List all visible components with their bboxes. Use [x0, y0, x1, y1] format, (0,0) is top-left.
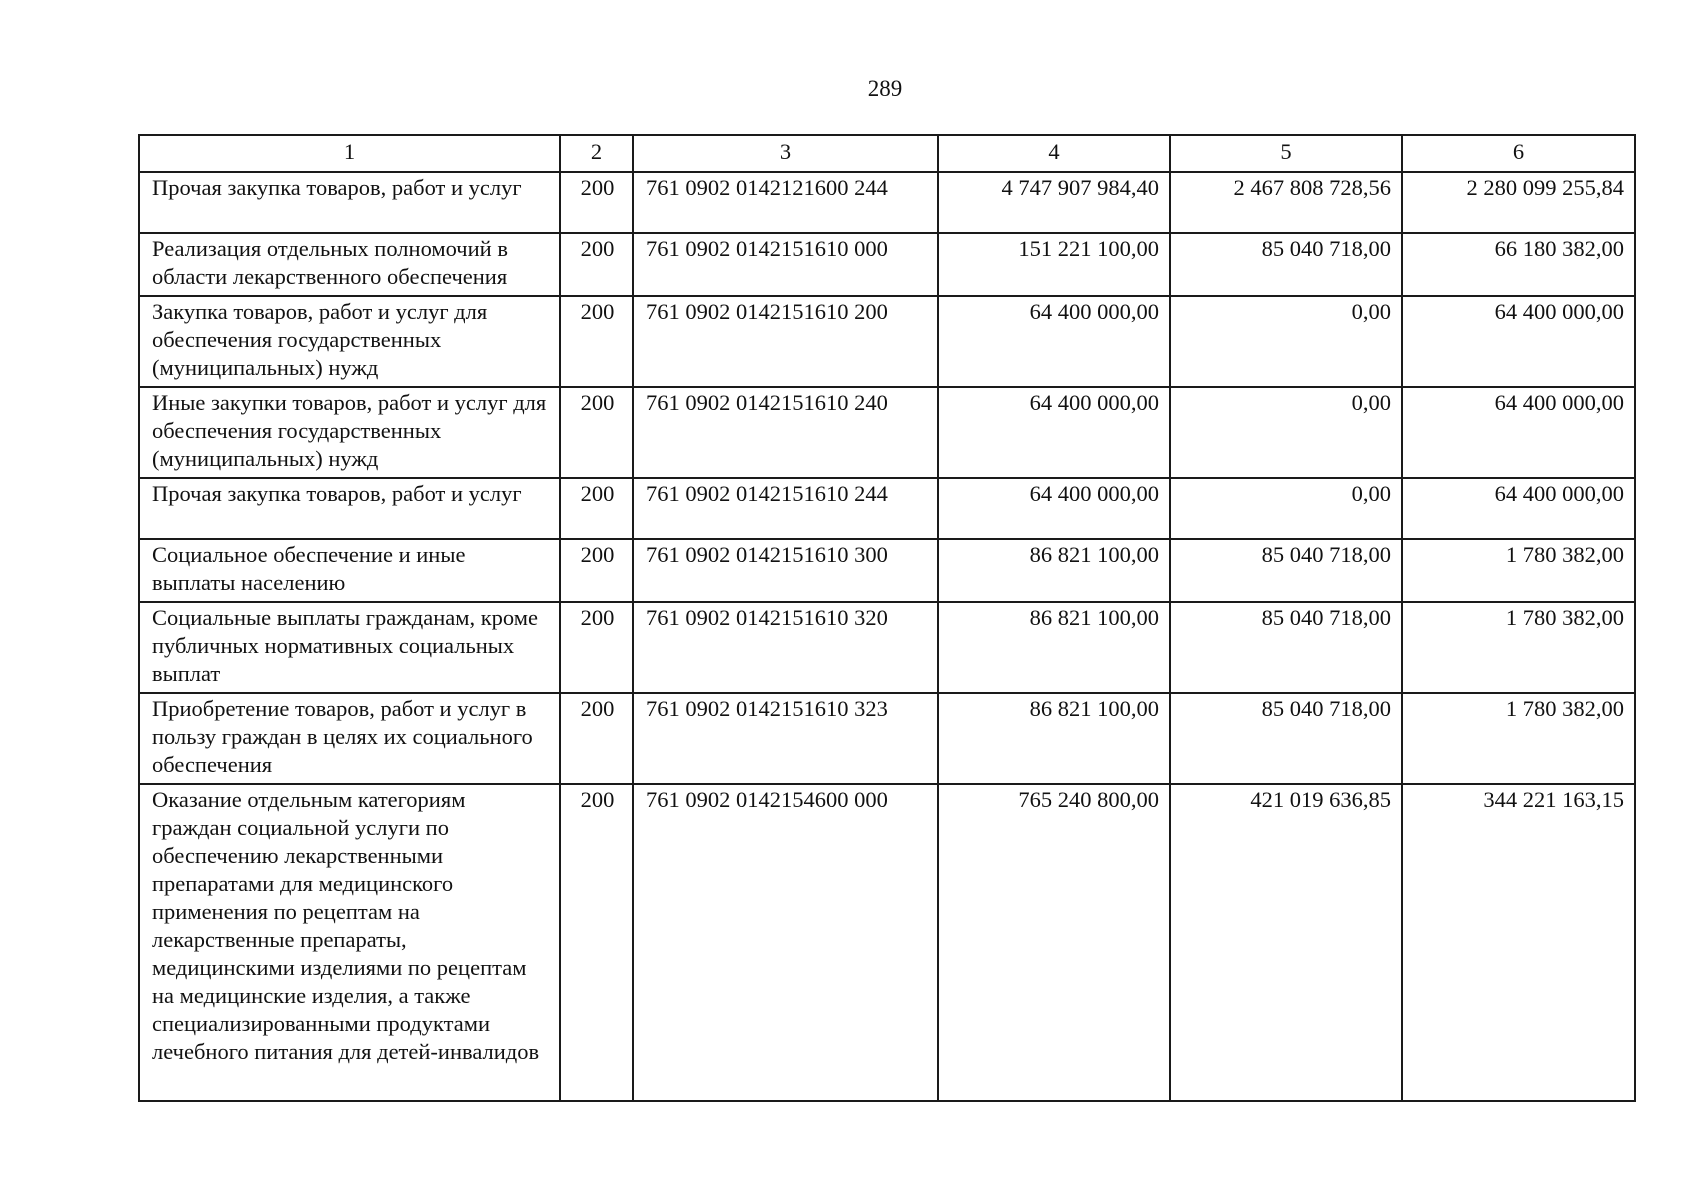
row-level: 200	[560, 539, 633, 602]
row-code: 761 0902 0142154600 000	[633, 784, 938, 1101]
row-col5: 85 040 718,00	[1170, 693, 1402, 784]
header-col-2: 2	[560, 135, 633, 172]
table-row	[139, 784, 1635, 1101]
row-col4: 86 821 100,00	[938, 693, 1170, 784]
row-code: 761 0902 0142151610 244	[633, 478, 938, 539]
row-code: 761 0902 0142151610 240	[633, 387, 938, 478]
row-col5: 0,00	[1170, 296, 1402, 387]
row-col4: 64 400 000,00	[938, 478, 1170, 539]
row-code: 761 0902 0142151610 320	[633, 602, 938, 693]
row-name: Прочая закупка товаров, работ и услуг	[139, 172, 560, 233]
row-name: Социальное обеспечение и иные выплаты населению	[139, 539, 560, 602]
row-level: 200	[560, 784, 633, 1101]
header-col-4: 4	[938, 135, 1170, 172]
row-col6: 1 780 382,00	[1402, 539, 1635, 602]
table-row	[139, 387, 1635, 478]
row-col4: 4 747 907 984,40	[938, 172, 1170, 233]
row-name: Реализация отдельных полномочий в области лекарственного обеспечения	[139, 233, 560, 296]
table-header-row	[139, 135, 1635, 172]
row-col4: 86 821 100,00	[938, 539, 1170, 602]
row-col6: 64 400 000,00	[1402, 478, 1635, 539]
row-level: 200	[560, 602, 633, 693]
table-row	[139, 478, 1635, 539]
row-col5: 2 467 808 728,56	[1170, 172, 1402, 233]
row-col6: 66 180 382,00	[1402, 233, 1635, 296]
row-code: 761 0902 0142151610 300	[633, 539, 938, 602]
page-number: 289	[867, 76, 903, 101]
row-col6: 1 780 382,00	[1402, 693, 1635, 784]
table-row	[139, 693, 1635, 784]
row-level: 200	[560, 387, 633, 478]
row-code: 761 0902 0142121600 244	[633, 172, 938, 233]
header-col-3: 3	[633, 135, 938, 172]
row-col5: 85 040 718,00	[1170, 539, 1402, 602]
row-code: 761 0902 0142151610 323	[633, 693, 938, 784]
row-col5: 421 019 636,85	[1170, 784, 1402, 1101]
row-code: 761 0902 0142151610 200	[633, 296, 938, 387]
row-col4: 64 400 000,00	[938, 296, 1170, 387]
row-col6: 64 400 000,00	[1402, 387, 1635, 478]
budget-table	[138, 134, 1636, 1102]
row-name: Прочая закупка товаров, работ и услуг	[139, 478, 560, 539]
row-col5: 85 040 718,00	[1170, 233, 1402, 296]
row-col4: 64 400 000,00	[938, 387, 1170, 478]
row-level: 200	[560, 478, 633, 539]
row-col5: 0,00	[1170, 387, 1402, 478]
row-col4: 151 221 100,00	[938, 233, 1170, 296]
row-name: Социальные выплаты гражданам, кроме публичных нормативных социальных выплат	[139, 602, 560, 693]
row-col5: 85 040 718,00	[1170, 602, 1402, 693]
table-row	[139, 172, 1635, 233]
header-col-6: 6	[1402, 135, 1635, 172]
row-col6: 1 780 382,00	[1402, 602, 1635, 693]
row-col4: 86 821 100,00	[938, 602, 1170, 693]
table-row	[139, 602, 1635, 693]
row-col4: 765 240 800,00	[938, 784, 1170, 1101]
header-col-1: 1	[139, 135, 560, 172]
table-row	[139, 539, 1635, 602]
row-col6: 64 400 000,00	[1402, 296, 1635, 387]
header-col-5: 5	[1170, 135, 1402, 172]
row-level: 200	[560, 172, 633, 233]
row-col6: 2 280 099 255,84	[1402, 172, 1635, 233]
row-level: 200	[560, 233, 633, 296]
row-name: Оказание отдельным категориям граждан социальной услуги по обеспечению лекарственными препаратами для медицинского применения по рецептам на лекарственные препараты, медицинскими изделиями по рецептам на медицинские изделия, а также специализированными продуктами лечебного питания для детей-инвалидов	[139, 784, 560, 1101]
row-col6: 344 221 163,15	[1402, 784, 1635, 1101]
row-col5: 0,00	[1170, 478, 1402, 539]
row-code: 761 0902 0142151610 000	[633, 233, 938, 296]
row-name: Иные закупки товаров, работ и услуг для обеспечения государственных (муниципальных) нужд	[139, 387, 560, 478]
row-level: 200	[560, 296, 633, 387]
table-row	[139, 296, 1635, 387]
row-name: Приобретение товаров, работ и услуг в пользу граждан в целях их социального обеспечения	[139, 693, 560, 784]
row-level: 200	[560, 693, 633, 784]
table-row	[139, 233, 1635, 296]
row-name: Закупка товаров, работ и услуг для обеспечения государственных (муниципальных) нужд	[139, 296, 560, 387]
